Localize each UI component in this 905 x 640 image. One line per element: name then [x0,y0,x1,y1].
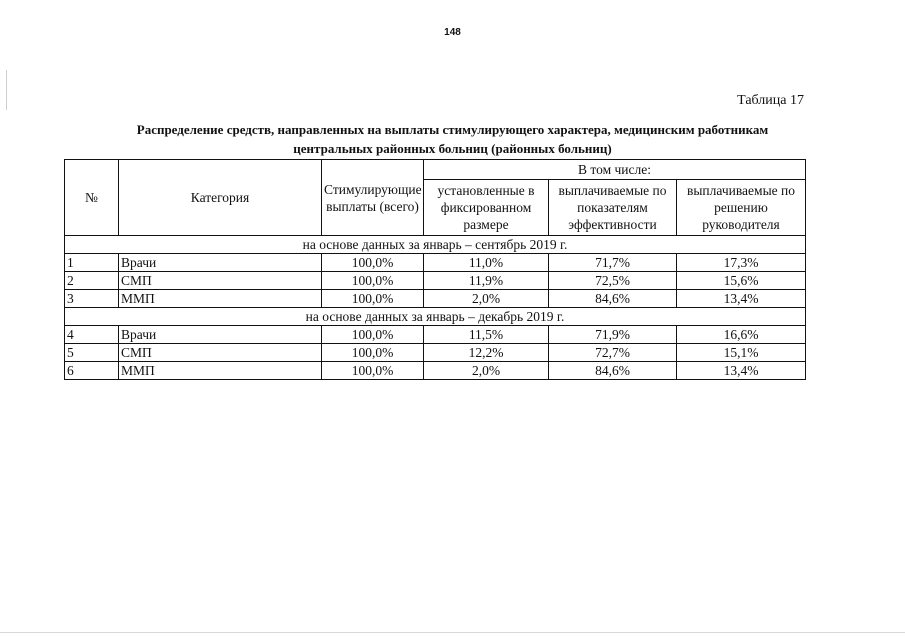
table-title-line-2: центральных районных больниц (районных больниц) [293,141,612,156]
cell-fixed: 11,5% [424,326,549,344]
cell-performance: 72,7% [549,344,677,362]
cell-total: 100,0% [322,290,424,308]
cell-performance: 84,6% [549,362,677,380]
cell-total: 100,0% [322,344,424,362]
section-row [65,308,806,326]
header-num: № [65,160,119,236]
table-row [65,326,806,344]
table-row [65,272,806,290]
cell-fixed: 2,0% [424,290,549,308]
cell-fixed: 11,9% [424,272,549,290]
cell-performance: 71,7% [549,254,677,272]
cell-manager: 16,6% [677,326,806,344]
cell-performance: 84,6% [549,290,677,308]
page-number: 148 [444,27,461,38]
header-group: В том числе: [424,160,806,180]
cell-total: 100,0% [322,362,424,380]
section-row [65,236,806,254]
cell-manager: 17,3% [677,254,806,272]
table-row [65,290,806,308]
table-row [65,344,806,362]
cell-performance: 71,9% [549,326,677,344]
cell-num: 3 [65,290,119,308]
cell-num: 6 [65,362,119,380]
cell-fixed: 2,0% [424,362,549,380]
cell-fixed: 12,2% [424,344,549,362]
scan-bottom-line [0,632,905,633]
cell-num: 1 [65,254,119,272]
header-performance: выплачиваемые по показателям эффективности [549,180,677,236]
table-row [65,362,806,380]
header-manager: выплачиваемые по решению руководителя [677,180,806,236]
cell-category: ММП [119,290,322,308]
cell-manager: 13,4% [677,290,806,308]
header-fixed: установленные в фиксированном размере [424,180,549,236]
cell-manager: 15,6% [677,272,806,290]
table-label: Таблица 17 [737,93,804,108]
cell-category: Врачи [119,326,322,344]
cell-manager: 13,4% [677,362,806,380]
section-label: на основе данных за январь – сентябрь 2019 г. [65,236,806,254]
table-title [60,120,845,158]
cell-performance: 72,5% [549,272,677,290]
cell-manager: 15,1% [677,344,806,362]
header-total: Стимулирующие выплаты (всего) [322,160,424,236]
table-title-line-1: Распределение средств, направленных на выплаты стимулирующего характера, медицинским работникам [136,122,769,137]
cell-category: ММП [119,362,322,380]
cell-category: СМП [119,272,322,290]
section-label: на основе данных за январь – декабрь 2019 г. [65,308,806,326]
cell-num: 5 [65,344,119,362]
cell-total: 100,0% [322,254,424,272]
cell-total: 100,0% [322,272,424,290]
scan-margin-line [6,70,7,110]
cell-category: Врачи [119,254,322,272]
distribution-table [64,159,806,380]
table-row [65,254,806,272]
cell-num: 2 [65,272,119,290]
cell-num: 4 [65,326,119,344]
cell-fixed: 11,0% [424,254,549,272]
cell-category: СМП [119,344,322,362]
header-category: Категория [119,160,322,236]
cell-total: 100,0% [322,326,424,344]
